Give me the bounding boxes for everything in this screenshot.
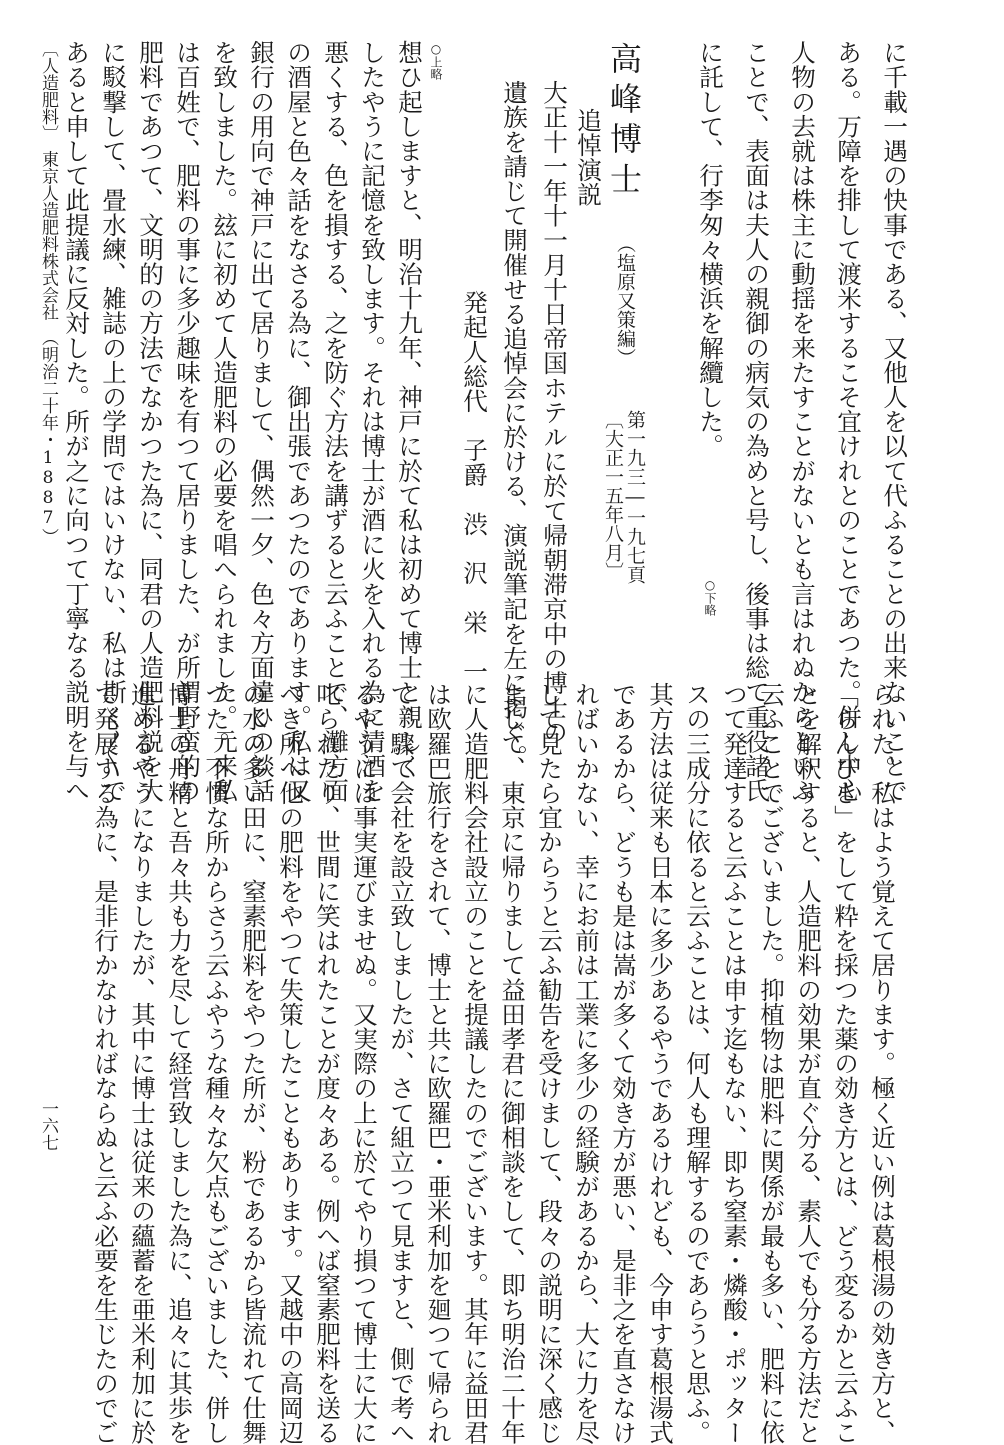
- body-line: に人造肥料会社設立のことを提議したのでございます。其年に益田君: [461, 682, 490, 1445]
- intro-line: ある。万障を排して渡米するこそ宜けれとのことであつた。併し中心: [834, 40, 863, 803]
- speech-line: あると申して此提議に反対した。所が之に向つて丁寧なる説明を与へ: [62, 40, 91, 803]
- body-line: ればいかない、幸にお前は工業に多少の経験があるから、大に力を尽: [572, 682, 601, 1445]
- body-line: べき所へ他の肥料をやつて失策したこともあります。又越中の高岡辺: [276, 682, 305, 1445]
- speech-line: 銀行の用向で神戸に出て居りまして、偶然一夕、色々方面違ひの談話: [247, 40, 276, 803]
- body-line: まして、東京に帰りまして益田孝君に御相談をして、即ち明治二十年: [498, 682, 527, 1445]
- speech-line: したやうに記憶を致します。それは博士が酒に火を入れる為に清酒を: [358, 40, 387, 803]
- body-line: られた。私はよう覚えて居ります。極く近い例は葛根湯の効き方と、: [868, 682, 897, 1445]
- speech-line: 肥料であつて、文明的の方法でなかつた為に、同君の人造肥料説を大: [136, 40, 165, 803]
- intro-line: 人物の去就は株主に動揺を来たすことがないとも言はれぬからといふ: [788, 40, 817, 803]
- speech-line: 悪くする、色を損する、之を防ぐ方法を講ずると云ふことで、灘方面: [321, 40, 350, 803]
- preface-line: 遺族を請じて開催せる追悼会に於ける、演説筆記を左に掲ぐ。: [500, 80, 529, 769]
- body-line: とを解釈すると、人造肥料の効果が直ぐ分る、素人でも分る方法だと: [794, 682, 823, 1445]
- section-heading: 追悼演説: [574, 108, 603, 207]
- body-line: して見たら宜からうと云ふ勧告を受けまして、段々の説明に深く感じ: [535, 682, 564, 1445]
- speaker-credit: 発起人総代 子爵 渋 沢 栄 一: [460, 290, 489, 684]
- editor-credit: （塩原又策編）: [614, 234, 636, 367]
- body-line: つて発達すると云ふことは申す迄もない、即ち窒素・燐酸・ポッター: [720, 682, 749, 1445]
- body-line: の水の多い田に、窒素肥料をやつた所が、粉であるから皆流れて仕舞: [239, 682, 268, 1445]
- speech-line: は百姓で、肥料の事に多少趣味を有つて居りました、が所謂野蛮的の: [173, 40, 202, 803]
- intro-line: に千載一遇の快事である、又他人を以て代ふることの出来ないことで: [880, 40, 909, 803]
- speech-line: 想ひ起しますと、明治十九年、神戸に於て私は初めて博士と親しく: [395, 40, 424, 778]
- body-line: スの三成分に依ると云ふことは、何人も理解するのであらうと思ふ。: [683, 682, 712, 1445]
- source-footer: 〔人造肥料〕 東京人造肥料株式会社 （明治二十年・1887）: [38, 40, 58, 545]
- body-line: 進めるやうになりましたが、其中に博士は従来の蘊蓄を亜米利加に於: [128, 682, 157, 1445]
- body-line: つた。不慣な所からさう云ふやうな種々な欠点もございました、併し: [202, 682, 231, 1445]
- body-line: 其方法は従来も日本に多少あるやうであるけれども、今申す葛根湯式: [646, 682, 675, 1445]
- body-line: であるから、どうも是は嵩が多くて効き方が悪い、是非之を直さなけ: [609, 682, 638, 1445]
- page-number: 一六七: [38, 1100, 58, 1151]
- omission-mark: ○上略: [429, 42, 443, 80]
- body-line: 「らんびき」をして粋を採つた薬の効き方とは、どう変るかと云ふこ: [831, 682, 860, 1445]
- article-title: 高峰博士: [605, 42, 643, 202]
- preface-line: 大正十一年十一月十日帝国ホテルに於て帰朝滞京中の博士の: [540, 80, 569, 745]
- body-line: て、驟て会社を設立致しましたが、さて組立つて見ますと、側で考へ: [387, 682, 416, 1445]
- body-line: 叱られたり、世間に笑はれたことが度々ある。例へば窒素肥料を送る: [313, 682, 342, 1445]
- body-line: 云ふことでございました。抑植物は肥料に関係が最も多い、肥料に依: [757, 682, 786, 1445]
- reference-pages: 第一九三―一九七頁: [624, 410, 646, 584]
- body-line: るやうには事実運びませぬ。又実際の上に於てやり損つて博士に大に: [350, 682, 379, 1445]
- body-line: て発展する為に、是非行かなければならぬと云ふ必要を生じたのでご: [91, 682, 120, 1445]
- body-line: 博士の丹精と吾々共も力を尽して経営致しました為に、追々に其歩を: [165, 682, 194, 1445]
- speech-line: に駁撃して、畳水練、雑誌の上の学問ではいけない、私は斯く〳〵で: [99, 40, 128, 803]
- speech-line: の酒屋と色々話をなさる為に、御出張であつたのであります。私は又: [284, 40, 313, 803]
- intro-line: ことで、表面は夫人の親御の病気の為めと号し、後事は総て重役諸氏: [742, 40, 771, 803]
- reference-date: 〔大正一五年八月〕: [602, 410, 624, 581]
- speech-line: を致しました。玆に初めて人造肥料の必要を唱へられました。元来私: [210, 40, 239, 803]
- omission-mark: ○下略: [703, 578, 717, 616]
- intro-line: に託して、行李匆々横浜を解纜した。: [696, 40, 725, 459]
- body-line: は欧羅巴旅行をされて、博士と共に欧羅巴・亜米利加を廻つて帰られ: [424, 682, 453, 1445]
